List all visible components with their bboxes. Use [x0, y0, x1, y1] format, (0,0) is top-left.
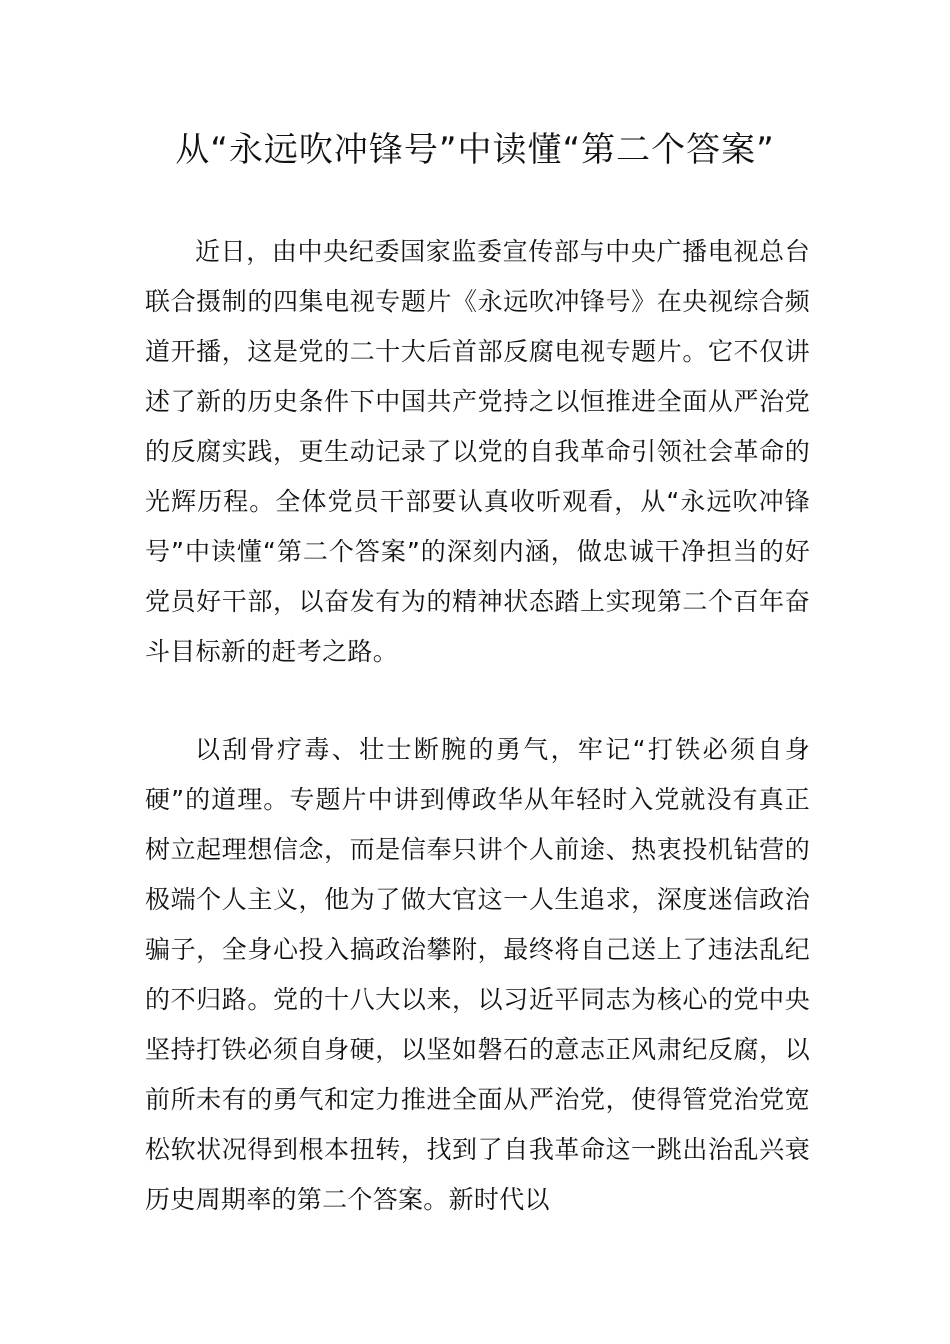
paragraph-intro: 近日，由中央纪委国家监委宣传部与中央广播电视总台联合摄制的四集电视专题片《永远吹冲锋号》在央视综合频道开播，这是党的二十大后首部反腐电视专题片。它不仅讲述了新的历史条件下中国共产党持之以恒推进全面从严治党的反腐实践，更生动记录了以党的自我革命引领社会革命的光辉历程。全体党员干部要认真收听观看，从“永远吹冲锋号”中读懂“第二个答案”的深刻内涵，做忠诚干净担当的好党员好干部，以奋发有为的精神状态踏上实现第二个百年奋斗目标新的赶考之路。: [145, 237, 810, 666]
paragraph-section-one: 以刮骨疗毒、壮士断腕的勇气，牢记“打铁必须自身硬”的道理。专题片中讲到傅政华从年轻时入党就没有真正树立起理想信念，而是信奉只讲个人前途、热衷投机钻营的极端个人主义，他为了做大官这一人生追求，深度迷信政治骗子，全身心投入搞政治攀附，最终将自己送上了违法乱纪的不归路。党的十八大以来，以习近平同志为核心的党中央坚持打铁必须自身硬，以坚如磐石的意志正风肃纪反腐，以前所未有的勇气和定力推进全面从严治党，使得管党治党宽松软状况得到根本扭转，找到了自我革命这一跳出治乱兴衰历史周期率的第二个答案。新时代以: [145, 735, 810, 1214]
document-title: 从“永远吹冲锋号”中读懂“第二个答案”: [175, 130, 775, 170]
